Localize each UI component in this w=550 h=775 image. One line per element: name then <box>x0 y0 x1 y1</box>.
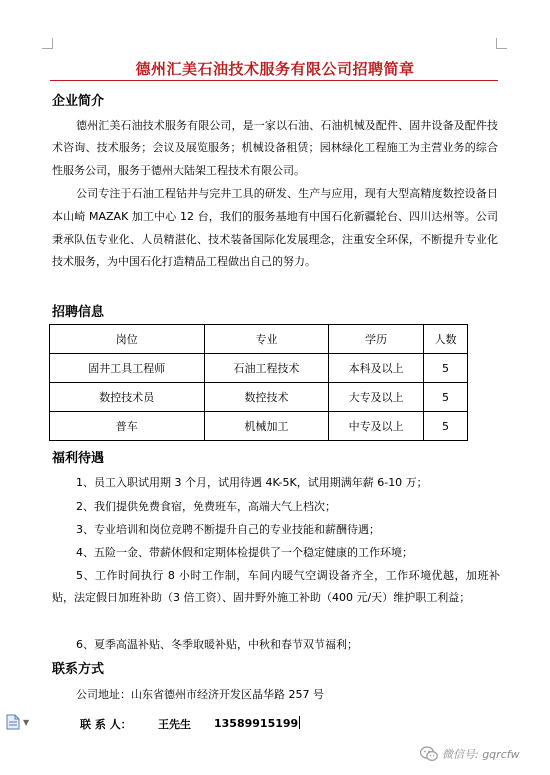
benefit-item-1: 1、员工入职试用期 3 个月，试用待遇 4K-5K，试用期满年薪 6-10 万； <box>76 476 428 489</box>
table-header-cell: 专业 <box>204 325 329 354</box>
wechat-watermark <box>420 744 520 764</box>
title-underline <box>50 80 498 81</box>
table-cell-count: 5 <box>424 383 468 412</box>
wechat-icon <box>420 746 438 762</box>
table-row <box>50 412 468 441</box>
table-header-cell: 岗位 <box>50 325 205 354</box>
recruit-table <box>49 324 468 441</box>
recruit-heading: 招聘信息 <box>52 305 105 320</box>
page-corner-mark-left <box>42 38 53 49</box>
benefit-item-4: 4、五险一金、带薪休假和定期体检提供了一个稳定健康的工作环境； <box>76 546 413 559</box>
benefit-item-5: 5、工作时间执行 8 小时工作制，车间内暖气空调设备齐全，工作环境优越，加班补贴，法定假日加班补助（3 倍工资）、固井野外施工补助（400 元/天）维护职工利益； <box>52 569 500 604</box>
company-address: 公司地址：山东省德州市经济开发区晶华路 257 号 <box>76 688 324 701</box>
table-row <box>50 354 468 383</box>
table-cell-position: 固井工具工程师 <box>50 354 205 383</box>
intro-paragraph-2: 公司专注于石油工程钻井与完井工具的研发、生产与应用，现有大型高精度数控设备日本山崎 MAZAK 加工中心 12 台，我们的服务基地有中国石化新疆轮台、四川达州等。公司秉承队伍专业化、人员精湛化、技术装备国际化发展理念，注重安全环保，不断提升专业化技术服务，为中国石化打造精品工程做出自己的努力。 <box>52 187 498 269</box>
benefit-item-3: 3、专业培训和岗位竞聘不断提升自己的专业技能和薪酬待遇； <box>76 523 380 536</box>
table-header-cell: 学历 <box>329 325 424 354</box>
table-row <box>50 383 468 412</box>
table-cell-major: 机械加工 <box>204 412 329 441</box>
table-cell-education: 大专及以上 <box>329 383 424 412</box>
intro-paragraph-1: 德州汇美石油技术服务有限公司，是一家以石油、石油机械及配件、固井设备及配件技术咨询、技术服务；会议及展览服务；机械设备租赁；园林绿化工程施工为主营业务的综合性服务公司，服务于德州大陆架工程技术有限公司。 <box>52 119 498 177</box>
contact-phone-line[interactable] <box>214 716 300 730</box>
document-title: 德州汇美石油技术服务有限公司招聘简章 <box>135 60 415 78</box>
table-cell-major: 数控技术 <box>204 383 329 412</box>
table-cell-position: 数控技术员 <box>50 383 205 412</box>
contact-person-label: 联 系 人： <box>80 718 132 731</box>
benefits-heading: 福利待遇 <box>52 451 105 466</box>
table-cell-position: 普车 <box>50 412 205 441</box>
contact-heading: 联系方式 <box>52 662 105 677</box>
table-cell-major: 石油工程技术 <box>204 354 329 383</box>
table-header-row <box>50 325 468 354</box>
table-cell-count: 5 <box>424 354 468 383</box>
contact-person-name: 王先生 <box>158 718 191 731</box>
document-icon[interactable] <box>6 714 20 730</box>
benefit-item-6: 6、夏季高温补贴、冬季取暖补贴，中秋和春节双节福利； <box>76 638 358 651</box>
dropdown-arrow-icon[interactable]: ▼ <box>23 718 30 727</box>
page-corner-mark-right <box>496 38 507 49</box>
watermark-text: 微信号: gqrcfw <box>442 748 520 761</box>
table-cell-education: 本科及以上 <box>329 354 424 383</box>
table-cell-count: 5 <box>424 412 468 441</box>
text-cursor <box>299 716 300 729</box>
benefit-item-2: 2、我们提供免费食宿，免费班车，高端大气上档次； <box>76 500 336 513</box>
contact-phone: 13589915199 <box>214 717 299 730</box>
table-header-cell: 人数 <box>424 325 468 354</box>
table-cell-education: 中专及以上 <box>329 412 424 441</box>
intro-heading: 企业简介 <box>52 94 105 109</box>
